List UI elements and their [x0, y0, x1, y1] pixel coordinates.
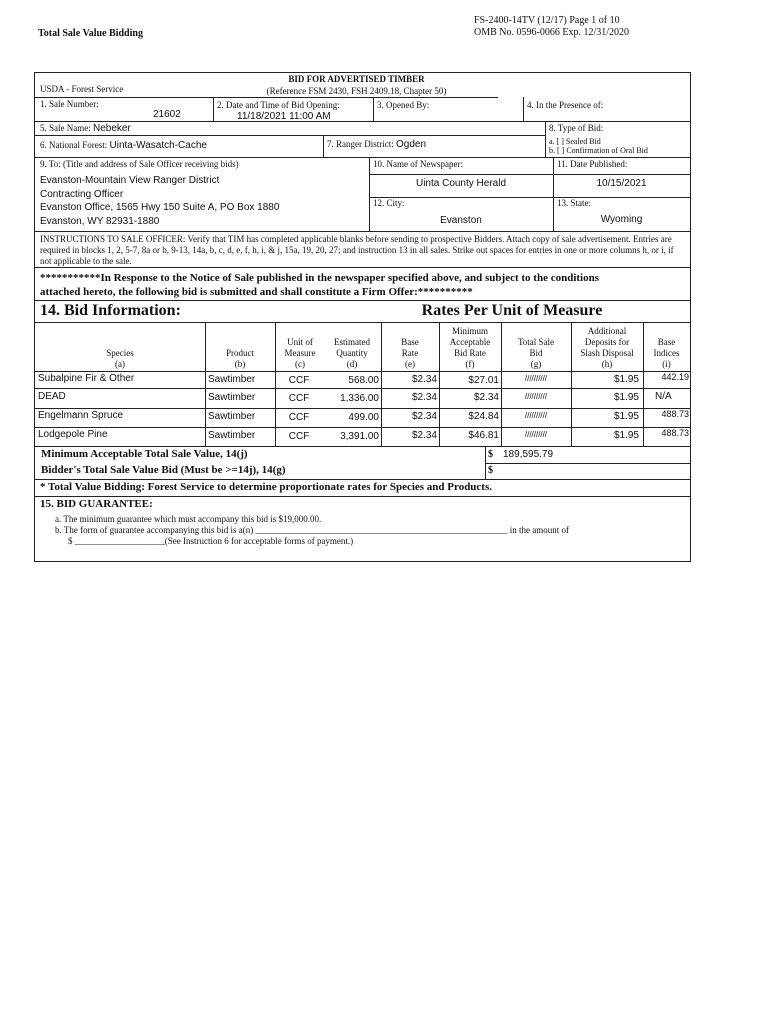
- col-code: (d): [346, 359, 358, 369]
- cell-base-indices: N/A: [655, 391, 672, 402]
- col-code: (c): [295, 359, 305, 369]
- national-forest-label: 6. National Forest:: [40, 140, 108, 150]
- date-published-value: 10/15/2021: [596, 178, 647, 189]
- cell-total-bid[interactable]: //////////: [524, 392, 548, 401]
- cell-quantity: 3,391.00: [340, 431, 379, 442]
- cell-unit: CCF: [288, 412, 310, 423]
- col-label: Species: [106, 348, 134, 358]
- col-product-header: [205, 348, 275, 370]
- bid-date-value: 11/18/2021 11:00 AM: [237, 111, 331, 122]
- col-code: (i): [662, 359, 671, 369]
- cell-min-rate: $27.01: [468, 375, 499, 386]
- bid-guarantee-heading: 15. BID GUARANTEE:: [40, 498, 153, 510]
- bidder-total-label: Bidder's Total Sale Value Bid (Must be >=14j), 14(g): [41, 464, 286, 476]
- state-label: 13. State:: [557, 198, 591, 208]
- type-of-bid-label: 8. Type of Bid:: [549, 123, 604, 133]
- col-label: Rate: [401, 348, 419, 358]
- col-quantity-header: [323, 337, 381, 370]
- col-code: (g): [530, 359, 542, 369]
- sale-name-value: Nebeker: [93, 123, 131, 134]
- col-label: Deposits for: [584, 337, 630, 347]
- col-label: Estimated: [334, 337, 370, 347]
- instructions-text: INSTRUCTIONS TO SALE OFFICER: Verify that TIM has completed applicable blanks before sending to prospective Bidders. Attach copy of sale advertisement. Entries are required in blocks 1, 2, 5-7, 8a or b, 9-13, 14a, b, c, d, e, f, h, i, & j, 15a, 19, 20, 27; and instruction 13 in all sales. Strike out spaces for entries in one or more columns h, or i, if not applicable to the sale.: [40, 234, 674, 266]
- agency-label: USDA - Forest Service: [40, 84, 124, 94]
- cell-additional-deposits: $1.95: [613, 392, 639, 403]
- cell-species: Lodgepole Pine: [38, 429, 108, 440]
- newspaper-value: Uinta County Herald: [415, 178, 507, 189]
- col-label: Measure: [284, 348, 316, 358]
- cell-base-rate: $2.34: [411, 392, 437, 403]
- guarantee-item-b[interactable]: b. The form of guarantee accompanying this bid is a(n) ________________________________________________________ in the amount of: [55, 525, 570, 535]
- cell-base-rate: $2.34: [411, 430, 437, 441]
- table-row: [35, 373, 690, 388]
- document-title: Total Sale Value Bidding: [38, 28, 143, 39]
- bid-info-heading: 14. Bid Information:: [40, 302, 181, 319]
- col-label: Base: [657, 337, 676, 347]
- divider: [35, 121, 690, 122]
- cell-base-rate: $2.34: [411, 411, 437, 422]
- col-total-bid-header: [501, 337, 571, 370]
- divider: [35, 408, 690, 409]
- total-value-note: * Total Value Bidding: Forest Service to determine proportionate rates for Species and Products.: [40, 481, 493, 493]
- to-label: 9. To: (Title and address of Sale Officer receiving bids): [40, 159, 239, 169]
- national-forest-block: [40, 140, 207, 151]
- ranger-district-value: Ogden: [396, 139, 427, 150]
- cell-species: DEAD: [38, 391, 66, 402]
- col-label: Product: [226, 348, 254, 358]
- state-value: Wyoming: [600, 214, 643, 225]
- col-label: Indices: [653, 348, 680, 358]
- divider: [213, 97, 214, 121]
- form-title: BID FOR ADVERTISED TIMBER: [288, 74, 425, 84]
- sale-number-value: 21602: [153, 109, 181, 120]
- presence-label: 4. In the Presence of:: [527, 100, 604, 110]
- divider: [485, 446, 486, 479]
- divider: [323, 135, 324, 157]
- min-total-label: Minimum Acceptable Total Sale Value, 14(j): [41, 448, 248, 460]
- to-line: Evanston, WY 82931-1880: [40, 215, 160, 227]
- cell-product: Sawtimber: [208, 430, 256, 441]
- cell-additional-deposits: $1.95: [613, 374, 639, 385]
- divider: [35, 300, 690, 301]
- ranger-district-block: [327, 139, 426, 150]
- col-base-indices-header: [643, 337, 690, 370]
- bid-date-label: 2. Date and Time of Bid Opening:: [217, 100, 340, 110]
- sale-name-block: [40, 123, 131, 134]
- col-additional-deposits-header: [571, 326, 643, 370]
- cell-base-indices: 442.19: [661, 372, 689, 382]
- cell-product: Sawtimber: [208, 411, 256, 422]
- response-statement: [40, 271, 599, 299]
- divider: [35, 135, 545, 136]
- to-line: Contracting Officer: [40, 188, 124, 200]
- divider: [35, 231, 690, 232]
- cell-product: Sawtimber: [208, 374, 256, 385]
- form-id: FS-2400-14TV (12/17) Page 1 of 10: [474, 15, 620, 26]
- divider: [35, 388, 690, 389]
- cell-total-bid[interactable]: //////////: [524, 430, 548, 439]
- cell-quantity: 1,336.00: [340, 393, 379, 404]
- type-b-option[interactable]: b. [ ] Confirmation of Oral Bid: [549, 146, 648, 155]
- cell-additional-deposits: $1.95: [613, 430, 639, 441]
- rates-heading: Rates Per Unit of Measure: [421, 302, 603, 319]
- table-row: [35, 410, 690, 425]
- cell-unit: CCF: [288, 375, 310, 386]
- col-label: Bid Rate: [454, 348, 486, 358]
- divider: [35, 267, 690, 268]
- cell-base-indices: 488.73: [661, 409, 689, 419]
- cell-base-indices: 488.73: [661, 428, 689, 438]
- bidder-total-input[interactable]: [499, 464, 687, 478]
- divider: [369, 174, 690, 175]
- to-line: Evanston-Mountain View Ranger District: [40, 175, 220, 186]
- col-code: (e): [405, 359, 415, 369]
- cell-min-rate: $24.84: [468, 411, 499, 422]
- divider: [373, 97, 374, 121]
- divider: [523, 97, 524, 121]
- divider: [545, 121, 546, 157]
- cell-unit: CCF: [288, 393, 310, 404]
- city-value: Evanston: [440, 215, 482, 226]
- sale-number-label: 1. Sale Number:: [40, 99, 99, 109]
- col-label: Minimum: [451, 326, 488, 336]
- date-published-label: 11. Date Published:: [557, 159, 628, 169]
- min-total-value: 189,595.79: [503, 449, 554, 460]
- guarantee-amount-line[interactable]: $ ____________________(See Instruction 6 for acceptable forms of payment.): [68, 536, 354, 546]
- bid-form: [34, 72, 691, 562]
- city-label: 12. City:: [373, 198, 405, 208]
- cell-total-bid[interactable]: //////////: [524, 374, 548, 383]
- col-label: Total Sale: [517, 337, 555, 347]
- cell-product: Sawtimber: [208, 392, 256, 403]
- col-label: Quantity: [336, 348, 368, 358]
- col-label: Base: [401, 337, 419, 347]
- col-min-rate-header: [439, 326, 501, 370]
- ranger-district-label: 7. Ranger District:: [327, 139, 394, 149]
- divider: [35, 371, 690, 372]
- divider: [35, 157, 690, 158]
- response-line: ***********In Response to the Notice of Sale published in the newspaper specified above, and subject to the conditions: [40, 272, 600, 284]
- newspaper-label: 10. Name of Newspaper:: [373, 159, 463, 169]
- national-forest-value: Uinta-Wasatch-Cache: [109, 140, 207, 151]
- divider: [35, 496, 690, 497]
- opened-by-label: 3. Opened By:: [377, 100, 430, 110]
- cell-total-bid[interactable]: //////////: [524, 411, 548, 420]
- type-a-option[interactable]: a. [ ] Sealed Bid: [549, 137, 601, 146]
- divider: [35, 427, 690, 428]
- divider: [369, 197, 690, 198]
- col-unit-header: [275, 337, 325, 370]
- col-label: Slash Disposal: [580, 348, 634, 358]
- col-label: Acceptable: [449, 337, 491, 347]
- col-code: (f): [465, 359, 475, 369]
- table-row: [35, 391, 690, 406]
- to-line: Evanston Office, 1565 Hwy 150 Suite A, PO Box 1880: [40, 202, 280, 213]
- cell-quantity: 568.00: [348, 375, 379, 386]
- form-id-block: [474, 15, 629, 39]
- bidder-total-dollar: $: [488, 465, 493, 476]
- divider: [35, 479, 690, 480]
- divider: [35, 97, 498, 98]
- col-label: Unit of: [287, 337, 313, 347]
- cell-min-rate: $46.81: [468, 430, 499, 441]
- guarantee-item-a: a. The minimum guarantee which must accompany this bid is $19,000.00.: [55, 514, 322, 524]
- col-label: Bid: [529, 348, 543, 358]
- col-label: Additional: [587, 326, 627, 336]
- min-total-dollar: $: [488, 449, 493, 460]
- col-code: (h): [601, 359, 613, 369]
- cell-species: Subalpine Fir & Other: [38, 373, 135, 384]
- form-reference: (Reference FSM 2430, FSH 2409.18, Chapter 50): [266, 86, 447, 96]
- cell-base-rate: $2.34: [411, 374, 437, 385]
- cell-min-rate: $2.34: [473, 392, 499, 403]
- cell-species: Engelmann Spruce: [38, 410, 124, 421]
- omb-number: OMB No. 0596-0066 Exp. 12/31/2020: [474, 27, 629, 38]
- to-address: [40, 174, 279, 228]
- table-row: [35, 429, 690, 444]
- cell-additional-deposits: $1.95: [613, 411, 639, 422]
- divider: [35, 322, 690, 323]
- cell-quantity: 499.00: [348, 412, 379, 423]
- col-code: (b): [234, 359, 246, 369]
- col-base-rate-header: [381, 337, 439, 370]
- divider: [35, 446, 690, 447]
- col-code: (a): [115, 359, 125, 369]
- sale-name-label: 5. Sale Name:: [40, 123, 91, 133]
- response-line: attached hereto, the following bid is submitted and shall constitute a Firm Offer:**********: [40, 286, 473, 298]
- cell-unit: CCF: [288, 431, 310, 442]
- col-species-header: [35, 348, 205, 370]
